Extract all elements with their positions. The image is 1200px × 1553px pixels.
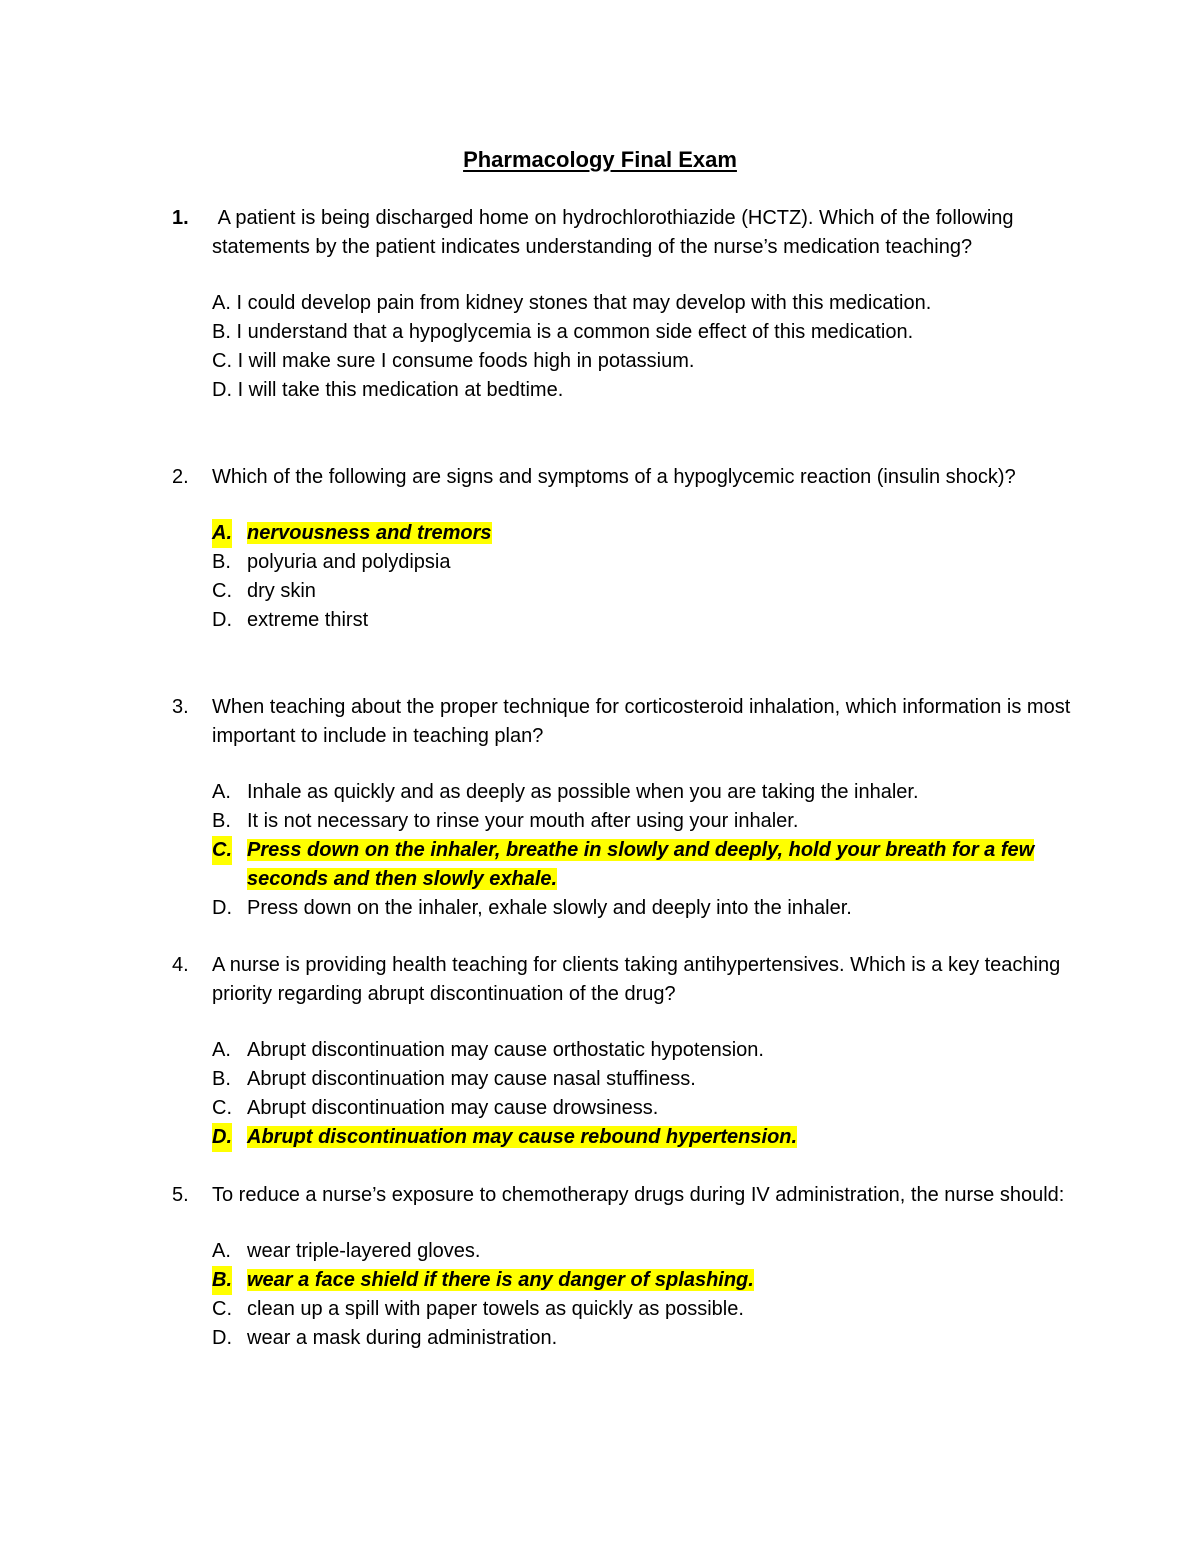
question-text: Which of the following are signs and symptoms of a hypoglycemic reaction (insulin shock)?	[212, 466, 1016, 488]
option-a	[212, 1036, 1072, 1065]
option-letter: C.	[212, 1097, 232, 1119]
option-letter: C.	[212, 836, 232, 865]
option-a-correct	[212, 519, 1072, 548]
question-text: A nurse is providing health teaching for clients taking antihypertensives. Which is a key teaching priority regarding abrupt discontinuation of the drug?	[212, 954, 1061, 1005]
question-number: 1.	[172, 207, 189, 229]
option-letter: C.	[212, 350, 232, 372]
question-number: 5.	[172, 1184, 189, 1206]
option-letter: D.	[212, 379, 232, 401]
question-1	[172, 204, 1072, 405]
option-text: Abrupt discontinuation may cause nasal stuffiness.	[247, 1068, 696, 1090]
option-letter: A.	[212, 519, 232, 548]
question-3	[172, 693, 1072, 923]
option-text: wear triple-layered gloves.	[247, 1240, 481, 1262]
option-text: It is not necessary to rinse your mouth after using your inhaler.	[247, 810, 799, 832]
option-letter: B.	[212, 321, 231, 343]
option-text: polyuria and polydipsia	[247, 551, 451, 573]
option-letter: B.	[212, 1068, 231, 1090]
option-letter: B.	[212, 551, 231, 573]
option-list	[212, 1036, 1072, 1152]
question-4	[172, 951, 1072, 1152]
option-text: wear a face shield if there is any danger of splashing.	[247, 1269, 754, 1291]
option-text: Press down on the inhaler, breathe in slowly and deeply, hold your breath for a few seconds and then slowly exhale.	[247, 839, 1035, 890]
option-b	[212, 807, 1072, 836]
option-b-correct	[212, 1266, 1072, 1295]
question-number: 3.	[172, 696, 189, 718]
question-number: 2.	[172, 466, 189, 488]
question-2	[172, 463, 1072, 635]
option-list	[212, 1237, 1072, 1353]
option-c	[212, 577, 1072, 606]
option-text: Press down on the inhaler, exhale slowly and deeply into the inhaler.	[247, 897, 852, 919]
option-text: I understand that a hypoglycemia is a common side effect of this medication.	[236, 321, 914, 343]
option-letter: A.	[212, 292, 231, 314]
option-text: wear a mask during administration.	[247, 1327, 558, 1349]
option-d	[212, 894, 1072, 923]
option-text: Abrupt discontinuation may cause orthostatic hypotension.	[247, 1039, 764, 1061]
option-b	[212, 548, 1072, 577]
question-text: When teaching about the proper technique for corticosteroid inhalation, which information is most important to include in teaching plan?	[212, 696, 1071, 747]
question-5	[172, 1181, 1072, 1353]
option-text: nervousness and tremors	[247, 522, 492, 544]
option-text: clean up a spill with paper towels as quickly as possible.	[247, 1298, 744, 1320]
option-text: Abrupt discontinuation may cause drowsiness.	[247, 1097, 659, 1119]
option-c	[212, 347, 1072, 376]
option-d	[212, 606, 1072, 635]
option-list	[212, 289, 1072, 405]
option-text: Abrupt discontinuation may cause rebound hypertension.	[247, 1126, 798, 1148]
option-text: I will make sure I consume foods high in potassium.	[237, 350, 695, 372]
option-letter: A.	[212, 1240, 231, 1262]
option-list	[212, 519, 1072, 635]
option-c-correct	[212, 836, 1072, 894]
option-list	[212, 778, 1072, 923]
option-a	[212, 289, 1072, 318]
option-letter: A.	[212, 781, 231, 803]
option-c	[212, 1094, 1072, 1123]
option-letter: B.	[212, 810, 231, 832]
option-d-correct	[212, 1123, 1072, 1152]
option-letter: D.	[212, 897, 232, 919]
option-c	[212, 1295, 1072, 1324]
option-letter: C.	[212, 580, 232, 602]
option-text: Inhale as quickly and as deeply as possible when you are taking the inhaler.	[247, 781, 919, 803]
option-b	[212, 1065, 1072, 1094]
option-text: I could develop pain from kidney stones that may develop with this medication.	[236, 292, 932, 314]
option-letter: D.	[212, 1327, 232, 1349]
option-letter: C.	[212, 1298, 232, 1320]
page-title: Pharmacology Final Exam	[463, 147, 737, 172]
option-letter: D.	[212, 1123, 232, 1152]
option-letter: A.	[212, 1039, 231, 1061]
option-d	[212, 376, 1072, 405]
option-b	[212, 318, 1072, 347]
question-text: To reduce a nurse’s exposure to chemotherapy drugs during IV administration, the nurse should:	[212, 1184, 1065, 1206]
option-text: dry skin	[247, 580, 316, 602]
question-number: 4.	[172, 954, 189, 976]
option-text: extreme thirst	[247, 609, 369, 631]
option-letter: B.	[212, 1266, 232, 1295]
option-letter: D.	[212, 609, 232, 631]
option-d	[212, 1324, 1072, 1353]
option-a	[212, 778, 1072, 807]
question-text: A patient is being discharged home on hydrochlorothiazide (HCTZ). Which of the following statements by the patient indicates understanding of the nurse’s medication teaching?	[212, 207, 1020, 258]
option-text: I will take this medication at bedtime.	[237, 379, 564, 401]
option-a	[212, 1237, 1072, 1266]
